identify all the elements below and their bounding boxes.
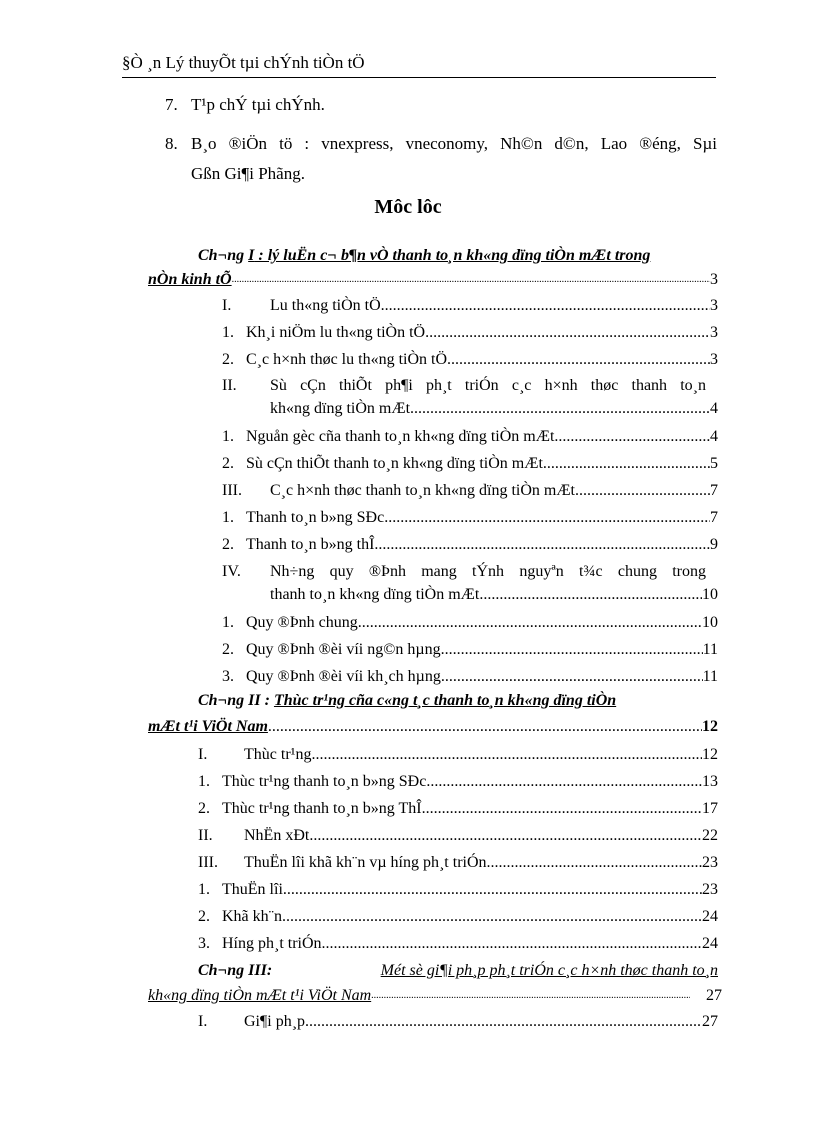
toc-entry[interactable]: 2. Thùc tr¹ng thanh to¸n b»ng ThÎ ..... 17	[198, 798, 718, 820]
toc-entry[interactable]: 1. Kh¸i niÖm lu th«ng tiÒn tÖ. ..... 3	[222, 322, 718, 344]
reference-item: 7. T¹p chÝ tµi chÝnh.	[165, 95, 325, 114]
running-header: §Ò ¸n Lý thuyÕt tµi chÝnh tiÒn tÖ	[122, 52, 716, 78]
toc-entry[interactable]: 3. Híng ph¸t triÓn. ..... 24	[198, 933, 718, 955]
toc-entry[interactable]: kh«ng dïng tiÒn mÆt. ..... 4	[270, 398, 718, 420]
toc-entry[interactable]: 2. Khã kh¨n ..... 24	[198, 906, 718, 928]
toc-entry[interactable]: 2. Sù cÇn thiÕt thanh to¸n kh«ng dïng tiÒn mÆt. ..... 5	[222, 453, 718, 475]
toc-chapter-line[interactable]: nÒn kinh tÕ ..... 3	[148, 269, 718, 291]
toc-entry[interactable]: I. Gi¶i ph¸p ..... 27	[198, 1011, 718, 1033]
reference-item-cont: Gßn Gi¶i Phãng.	[191, 164, 305, 183]
toc-entry-part1[interactable]: II. Sù cÇn thiÕt ph¶i ph¸t triÓn c¸c h×nh thøc thanh to¸n	[222, 377, 706, 394]
toc-chapter-line[interactable]: kh«ng dïng tiÒn mÆt t¹i ViÖt Nam ..... 27	[148, 985, 722, 1007]
toc-entry[interactable]: 2. C¸c h×nh thøc lu th«ng tiÒn tÖ ..... 3	[222, 349, 718, 371]
toc-entry[interactable]: I. Lu th«ng tiÒn tÖ. ..... 3	[222, 295, 718, 317]
toc-entry[interactable]: 1. Nguån gèc cña thanh to¸n kh«ng dïng tiÒn mÆt. ..... 4	[222, 426, 718, 448]
toc-entry[interactable]: 1. Thanh to¸n b»ng SÐc ..... 7	[222, 507, 718, 529]
toc-entry-part1[interactable]: IV. Nh÷ng quy ®Þnh mang tÝnh nguyªn t¾c chung trong	[222, 563, 706, 580]
toc-chapter-line[interactable]: mÆt t¹i ViÖt Nam ..... 12	[148, 716, 718, 738]
toc-entry[interactable]: 1. Thùc tr¹ng thanh to¸n b»ng SÐc. ..... 13	[198, 771, 718, 793]
toc-entry[interactable]: I. Thùc tr¹ng. ..... 12	[198, 744, 718, 766]
toc-chapter-heading[interactable]: Ch¬ng II : Thùc tr¹ng cña c«ng t¸c thanh to¸n kh«ng dïng tiÒn	[198, 692, 617, 709]
toc-entry[interactable]: thanh to¸n kh«ng dïng tiÒn mÆt ..... 10	[270, 584, 718, 606]
toc-chapter-heading[interactable]: Ch¬ng III: Mét sè gi¶i ph¸p ph¸t triÓn c¸c h×nh thøc thanh to¸n	[198, 962, 718, 979]
toc-entry[interactable]: 3. Quy ®Þnh ®èi víi kh¸ch hµng. ..... 11	[222, 666, 718, 688]
toc-entry[interactable]: 2. Thanh to¸n b»ng thÎ ..... 9	[222, 534, 718, 556]
toc-title: Môc lôc	[374, 196, 442, 218]
reference-item: 8. B¸o ®iÖn tö : vnexpress, vneconomy, Nh©n d©n, Lao ®éng, Sµi	[165, 134, 717, 153]
toc-entry[interactable]: III. ThuËn lîi khã kh¨n vµ híng ph¸t triÓn. ..... 23	[198, 852, 718, 874]
toc-entry[interactable]: 2. Quy ®Þnh ®èi víi ng©n hµng. ..... 11	[222, 639, 718, 661]
toc-chapter-heading[interactable]: Ch¬ng I : lý luËn c¬ b¶n vÒ thanh to¸n kh«ng dïng tiÒn mÆt trong	[198, 247, 651, 264]
toc-entry[interactable]: III. C¸c h×nh thøc thanh to¸n kh«ng dïng tiÒn mÆt. ..... 7	[222, 480, 718, 502]
toc-entry[interactable]: 1. ThuËn lîi ..... 23	[198, 879, 718, 901]
toc-entry[interactable]: 1. Quy ®Þnh chung. ..... 10	[222, 612, 718, 634]
toc-entry[interactable]: II. NhËn xÐt. ..... 22	[198, 825, 718, 847]
